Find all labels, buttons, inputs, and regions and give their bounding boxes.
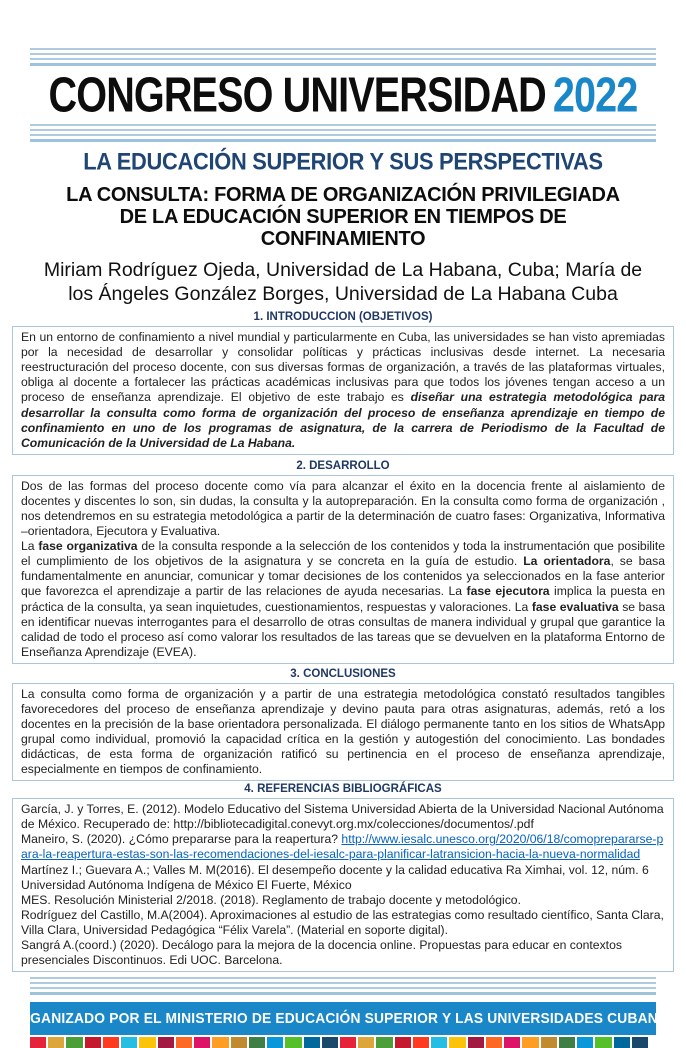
deco-line [30, 124, 656, 126]
text-segment: Dos de las formas del proceso docente como vía para alcanzar el éxito en la docencia frente al aislamiento de docentes y discentes lo son, sin dudas, la consulta y la autopreparación. En la consulta como forma de organización , nos detendremos en su estrategia metodológica a partir de la determinación de cuatro fases: Organizativa, Informativa –orientadora, Ejecutora y Evaluativa. [21, 478, 665, 538]
section-heading-referencias: 4. REFERENCIAS BIBLIOGRÁFICAS [244, 783, 442, 796]
sdg-stripe-segment [231, 1037, 247, 1048]
text-segment: Rodríguez del Castillo, M.A(2004). Aproximaciones al estudio de las estrategias como resultado científico, Santa Clara, Villa Clara, Universidad Pedagógica “Félix Varela”. (Material en soporte digital). [21, 907, 664, 938]
sdg-stripe-segment [85, 1037, 101, 1048]
sdg-stripe-segment [358, 1037, 374, 1048]
sdg-stripe-segment [194, 1037, 210, 1048]
sdg-stripe-segment [249, 1037, 265, 1048]
text-segment: Martínez I.; Guevara A.; Valles M. M(2016). El desempeño docente y la calidad educativa Ra Ximhai, vol. 12, núm. 6 Universidad Autónoma Indígena de México El Fuerte, México [21, 862, 649, 892]
sdg-stripe-segment [614, 1037, 630, 1048]
organizer-banner-text: ORGANIZADO POR EL MINISTERIO DE EDUCACIÓN SUPERIOR Y LAS UNIVERSIDADES CUBANAS [8, 1010, 678, 1028]
introduction-paragraph [21, 330, 665, 451]
conclusiones-box [12, 683, 674, 782]
deco-line [30, 982, 656, 984]
text-segment: fase organizativa [38, 539, 138, 554]
sdg-stripe-segment [340, 1037, 356, 1048]
sdg-stripe-segment [158, 1037, 174, 1048]
sdg-stripe-segment [559, 1037, 575, 1048]
title-deco-lines [30, 124, 656, 142]
congress-subtitle: LA EDUCACIÓN SUPERIOR Y SUS PERSPECTIVAS [83, 147, 603, 175]
text-segment: fase ejecutora [466, 584, 550, 599]
deco-line [30, 977, 656, 979]
sdg-stripe-segment [212, 1037, 228, 1048]
text-segment: La [21, 539, 39, 554]
text-segment: MES. Resolución Ministerial 2/2018. (2018). Reglamento de trabajo docente y metodológico. [21, 892, 521, 907]
deco-line [30, 48, 656, 50]
sdg-stripe-segment [66, 1037, 82, 1048]
deco-line [30, 987, 656, 989]
sdg-stripe-segment [304, 1037, 320, 1048]
text-segment: En un entorno de confinamiento a nivel mundial y particularmente en Cuba, las universidades se han visto apremiadas por la necesidad de desarrollar y consolidar políticas y prácticas inclusivas desde internet. La necesaria reestructuración del proceso docente, con sus diversas formas de organización, a través de las plataformas virtuales, obliga al docente a fortalecer las prácticas académicas inclusivas para que todos los jóvenes tengan acceso a un proceso de enseñanza aprendizaje. El objetivo de este trabajo es [21, 329, 665, 405]
sdg-color-stripe [30, 1037, 648, 1048]
reference-item [21, 863, 665, 893]
text-segment: de la consulta responde a la selección de los contenidos y toda la instrumentación que posibilite el cumplimiento de los objetivos de la asignatura y se concreta en la guía de estudio. [21, 539, 665, 569]
reference-item [21, 893, 665, 908]
sdg-stripe-segment [139, 1037, 155, 1048]
sdg-stripe-segment [486, 1037, 502, 1048]
sdg-stripe-segment [285, 1037, 301, 1048]
sdg-stripe-segment [595, 1037, 611, 1048]
sdg-stripe-segment [449, 1037, 465, 1048]
congress-title-year: 2022 [552, 66, 638, 123]
deco-line [30, 129, 656, 131]
text-segment: La orientadora [523, 554, 611, 569]
section-heading-introduction: 1. INTRODUCCION (OBJETIVOS) [253, 311, 433, 324]
text-segment: La consulta como forma de organización y a partir de una estrategia metodológica constató resultados tangibles favorecedores del proceso de enseñanza aprendizaje y devino pauta para otras asignaturas, además, retó a los docentes en la precisión de la base orientadora personalizada. El diálogo permanente tanto en los sitios de WhatsApp grupal como individual, promovió la capacidad crítica en la gestión y autogestión del conocimiento. Las bondades didácticas, de esta forma de organización ratificó su pertinencia en el proceso de enseñanza aprendizaje, especialmente en tiempos de confinamiento. [21, 686, 665, 777]
reference-item [21, 938, 665, 968]
sdg-stripe-segment [577, 1037, 593, 1048]
organizer-banner [8, 1002, 678, 1035]
deco-line [30, 992, 656, 995]
deco-line [30, 53, 656, 55]
deco-line [30, 134, 656, 136]
reference-item [21, 802, 665, 832]
section-heading-desarrollo: 2. DESARROLLO [296, 459, 390, 472]
text-segment: implica la puesta en práctica de la consulta, ya sean inquietudes, cuestionamientos, respuestas y valoraciones. La [21, 584, 665, 614]
conclusiones-paragraph [21, 687, 665, 778]
sdg-stripe-segment [413, 1037, 429, 1048]
paper-title: LA CONSULTA: FORMA DE ORGANIZACIÓN PRIVILEGIADA DE LA EDUCACIÓN SUPERIOR EN TIEMPOS DE CONFINAMIENTO [66, 183, 620, 251]
sdg-stripe-segment [103, 1037, 119, 1048]
sdg-stripe-segment [431, 1037, 447, 1048]
text-segment: Sangrá A.(coord.) (2020). Decálogo para la mejora de la docencia online. Propuestas para educar en contextos presenciales Discontinuos. Edi UOC. Barcelona. [21, 938, 622, 968]
congress-title-main: CONGRESO UNIVERSIDAD [48, 66, 546, 123]
sdg-stripe-segment [468, 1037, 484, 1048]
reference-item [21, 908, 665, 938]
sdg-stripe-segment [395, 1037, 411, 1048]
sdg-stripe-segment [504, 1037, 520, 1048]
referencias-box [12, 798, 674, 972]
deco-line [30, 139, 656, 142]
footer-deco-lines [30, 977, 656, 995]
top-deco-lines [30, 48, 656, 66]
text-segment: García, J. y Torres, E. (2012). Modelo Educativo del Sistema Universidad Abierta de la Universidad Nacional Autónoma de México. Recuperado de: http://bibliotecadigital.conevyt.org.mx/colecciones/documentos/.pdf [21, 802, 664, 832]
sdg-stripe-segment [267, 1037, 283, 1048]
sdg-stripe-segment [30, 1037, 46, 1048]
sdg-stripe-segment [522, 1037, 538, 1048]
sdg-stripe-segment [632, 1037, 648, 1048]
desarrollo-paragraph [21, 539, 665, 660]
congress-title [41, 66, 645, 123]
sdg-stripe-segment [176, 1037, 192, 1048]
sdg-stripe-segment [376, 1037, 392, 1048]
section-heading-conclusiones: 3. CONCLUSIONES [290, 668, 396, 681]
desarrollo-box [12, 475, 674, 665]
text-segment: se basa en identificar nuevas interrogantes para el desarrollo de otras consultas de manera individual y grupal que garantice la calidad de todo el proceso así como valorar los resultados de las tareas que se devuelven en la plataforma Entorno de Enseñanza Aprendizaje (EVEA). [21, 599, 665, 659]
text-segment: , se basa fundamentalmente en anunciar, comunicar y tomar decisiones de los contenidos ya seleccionados en la fase anterior que favorezca el aprendizaje a partir de las relaciones de ayuda necesarias. La [21, 554, 666, 599]
sdg-stripe-segment [121, 1037, 137, 1048]
text-segment: fase evaluativa [531, 599, 619, 614]
reference-link[interactable]: http://www.iesalc.unesco.org/2020/06/18/comoprepararse-para-la-reapertura-estas-son-las-recomendaciones-del-iesalc-para-planificar-latransicion-hacia-la-nueva-normalidad [21, 832, 664, 862]
paper-authors: Miriam Rodríguez Ojeda, Universidad de La Habana, Cuba; María de los Ángeles González Borges, Universidad de La Habana Cuba [43, 258, 643, 305]
sdg-stripe-segment [541, 1037, 557, 1048]
sdg-stripe-segment [322, 1037, 338, 1048]
text-segment: Maneiro, S. (2020). ¿Cómo prepararse para la reapertura? [21, 832, 342, 847]
introduction-box [12, 326, 674, 455]
sdg-stripe-segment [48, 1037, 64, 1048]
desarrollo-paragraph [21, 479, 665, 540]
deco-line [30, 58, 656, 60]
text-segment: diseñar una estrategia metodológica para desarrollar la consulta como forma de organización del proceso de enseñanza aprendizaje en tiempo de confinamiento en uno de los programas de asignatura, de la carrera de Periodismo de la Facultad de Comunicación de la Universidad de La Habana. [21, 390, 665, 450]
reference-item [21, 832, 665, 862]
